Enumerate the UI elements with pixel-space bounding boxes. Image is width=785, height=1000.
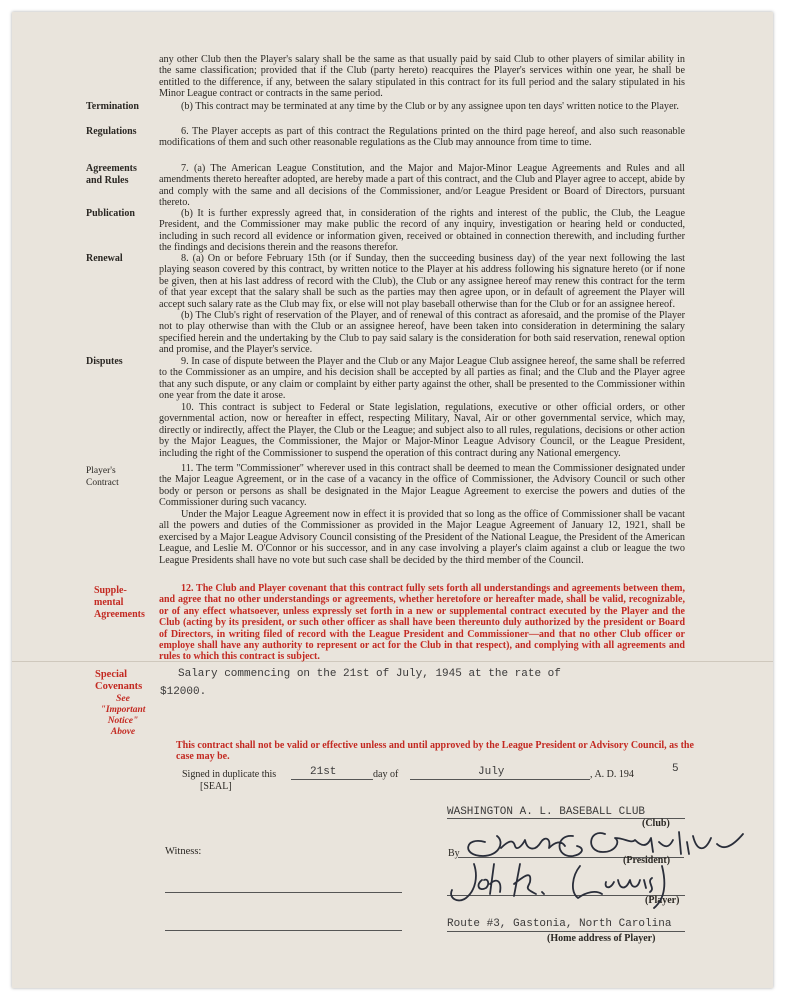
salary-line: Salary commencing on the 21st of July, 1945 at the rate of [178,668,561,680]
para-12: 12. The Club and Player covenant that this contract fully sets forth all understandings and agreements between them, and agree that no other understandings or agreements, whether heretofore or hereafter made, shall be valid, recognizable, or of any effect whatsoever, unless expressly set forth in a new or supplemental contract executed by the Player and the Club (acting by its president, or such other officer as shall have been thereunto duly authorized by the president or Board of Directors, in writing filed of record with the League President and Commissioner—and that no other Club officer or employe shall have any authority to represent or act for the Club in that respect), and complying with all agreements and rules to which this contract is subject. [159,583,685,663]
label-players-contract: Player's Contract [86,466,119,488]
signed-day: 21st [310,766,337,778]
president-label: (President) [623,855,671,866]
witness-line-1 [165,892,402,893]
para-renewal-a: 8. (a) On or before February 15th (or if Sunday, then the succeeding business day) of the year next following the last playing season covered by this contract, by written notice to the Player at his address following his signature hereto (or if none be given, then at his last address of record with the Club), the Club or any assignee hereof may renew this contract for the term of that year except that the salary shall be such as the parties may then agree upon, or in default of agreement the Player will accept such salary rate as the Club may fix, or else will not play baseball otherwise than for the Club or for an assignee hereof. [159,253,685,310]
label-renewal: Renewal [86,253,123,264]
witness-label: Witness: [165,846,202,857]
para-agreements: 7. (a) The American League Constitution, and the Major and Major-Minor League Agreements and Rules and all amendments thereto hereafter adopted, are hereby made a part of this contract, and the Club and Player agree to accept, abide by and comply with the same and all decisions of the Commissioner, and/or League President or Board of Directors, pursuant thereto. [159,163,685,209]
para-disputes: 9. In case of dispute between the Player and the Club or any Major League Club assignee hereof, the same shall be referred to the Commissioner as an umpire, and his decision shall be accepted by all parties as final; and the Club and the Player agree that any such dispute, or any claim or complaint by either party against the other, shall be presented to the Commissioner within one year from the date it arose. [159,356,685,402]
seal-label: [SEAL] [200,781,232,792]
label-termination: Termination [86,101,139,112]
club-label: (Club) [642,818,670,829]
club-name: WASHINGTON A. L. BASEBALL CLUB [447,806,646,818]
signed-prefix: Signed in duplicate this [182,769,277,780]
label-publication: Publication [86,208,135,219]
para-10: 10. This contract is subject to Federal or State legislation, regulations, executive or other official orders, or other governmental action, now or hereafter in effect, respecting Military, Naval, Air or other governmental service, which may, directly or indirectly, affect the Player, the Club or the League; and subject also to all rules, regulations, decisions or other action by the Major Leagues, the Commissioner, the Major or Major-Minor League Advisory Council, or the League President, including the right of the Commissioner to suspend the operation of this contract during any National emergency. [159,402,685,459]
label-agreements: Agreements and Rules [86,163,137,186]
label-supplemental: Supple- mental Agreements [94,585,145,620]
witness-line-2 [165,930,402,931]
para-11b: Under the Major League Agreement now in effect it is provided that so long as the office of Commissioner shall be vacant all the powers and duties of the Commissioner as provided in the Major League Agreement of January 12, 1921, shall be exercised by a Major League Advisory Council consisting of the President of the National League, the President of the American League, and Leslie M. O'Connor or his successor, and in any case involving a player's claim against a club or league the two League Presidents shall have no vote but such case shall be decided by the third member of the Council. [159,509,685,566]
year-prefix: , A. D. 194 [590,769,634,780]
label-special-covenants: Special Covenants [95,669,143,692]
address-line [447,931,685,932]
signed-month: July [478,766,505,778]
label-disputes: Disputes [86,356,123,367]
para-intro: any other Club then the Player's salary shall be the same as that usually paid by said Club to other players of similar ability in the same classification; provided that if the Club (party hereto) reacquires the Player's services within one year, he shall be entitled to the difference, if any, between the salary stipulated in this contract for its full period and the salary stipulated in his Minor League contract or contracts in the same period. [159,54,685,100]
para-termination: (b) This contract may be terminated at any time by the Club or by any assignee upon ten days' written notice to the Player. [181,101,679,112]
see-important-notice: See "Important Notice" Above [100,694,146,737]
year-suffix: 5 [672,763,679,775]
para-regulations: 6. The Player accepts as part of this contract the Regulations printed on the third page hereof, and also such reasonable modifications of them and such other reasonable regulations as the Club may announce from time to time. [159,126,685,149]
player-signature [440,858,685,910]
validity-notice: This contract shall not be valid or effective unless and until approved by the League President or Advisory Council, as the case may be. [176,740,694,763]
address-label: (Home address of Player) [547,933,656,944]
day-line [291,779,373,780]
label-regulations: Regulations [86,126,137,137]
player-address: Route #3, Gastonia, North Carolina [447,918,672,930]
month-line [410,779,590,780]
para-publication: (b) It is further expressly agreed that, in consideration of the rights and interest of the public, the Club, the League President, and the Commissioner may make public the record of any inquiry, investigation or hearing held or conducted, including in such record all evidence or information given, received or obtained in connection therewith, and including further the findings and decisions therein and the reasons therefor. [159,208,685,254]
salary-amount: $12000. [160,686,207,698]
para-renewal-b: (b) The Club's right of reservation of the Player, and of renewal of this contract as aforesaid, and the promise of the Player not to play otherwise than with the Club or an assignee hereof, have been taken into consideration in determining the salary specified herein and the undertaking by the Club to pay said salary is the consideration for both said reservation, renewal option and promise, and the Player's service. [159,310,685,356]
player-label: (Player) [645,895,680,906]
para-11: 11. The term "Commissioner" wherever used in this contract shall be deemed to mean the Commissioner designated under the Major League Agreement, or in the case of a vacancy in the office of Commissioner, the Advisory Council or such other body or person or persons as shall be designated in the Major League Agreement to exercise the powers and duties of the Commissioner during such vacancy. [159,463,685,509]
day-of-label: day of [373,769,399,780]
by-label: By [448,848,460,859]
